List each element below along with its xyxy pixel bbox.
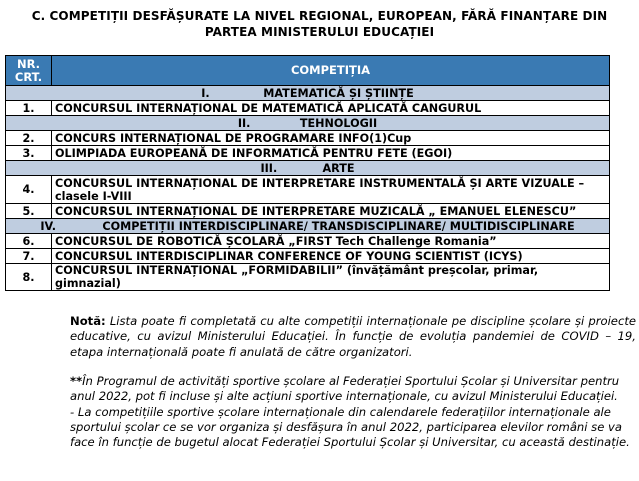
category-number: III. [260, 161, 278, 175]
row-competition: CONCURSUL INTERNAȚIONAL DE INTERPRETARE MUZICALĂ „ EMANUEL ELENESCU” [52, 204, 610, 219]
category-cell [6, 116, 610, 131]
row-competition [52, 176, 610, 204]
table-row [6, 146, 610, 161]
sports-note-text: În Programul de activități sportive școlare al Federației Sportului Școlar și Universitar pentru anul 2022, pot fi incluse și alte acțiuni sportive internaționale, cu avizul Ministerului Educației. [70, 374, 620, 404]
table-row [6, 264, 610, 291]
category-cell [6, 86, 610, 101]
category-number: IV. [40, 219, 56, 233]
footnote-stars: ** [70, 374, 83, 388]
note-label: Notă: [70, 314, 106, 328]
category-cell [6, 161, 610, 176]
header-competitia-label: COMPETIȚIA [290, 63, 371, 77]
table-row [6, 249, 610, 264]
table-header-row [6, 56, 610, 86]
row-number: 8. [6, 264, 52, 291]
row-competition-line2: clasele I-VIII [55, 189, 132, 203]
row-number: 7. [6, 249, 52, 264]
table-row [6, 176, 610, 204]
section-title-line2: PARTEA MINISTERULUI EDUCAȚIEI [204, 25, 435, 39]
row-competition: CONCURS INTERNAȚIONAL DE PROGRAMARE INFO(1)Cup [52, 131, 610, 146]
sports-note-text-2: - La competițiile sportive școlare internaționale din calendarele federațiilor internaționale ale sportului școlar ce se vor organiza și desfășura în anul 2022, participarea elevilor români se va face în funcție de bugetul alocat Federației Sportului Școlar și Universitar, cu această destinație. [70, 404, 630, 450]
table-row [6, 131, 610, 146]
table-row [6, 101, 610, 116]
section-title [0, 8, 639, 40]
table-row [6, 234, 610, 249]
row-number: 2. [6, 131, 52, 146]
sports-note-paragraph [70, 374, 636, 450]
row-competition: CONCURSUL DE ROBOTICĂ ȘCOLARĂ „FIRST Tech Challenge Romania” [52, 234, 610, 249]
competitions-table [5, 55, 610, 291]
table-row [6, 204, 610, 219]
category-row [6, 161, 610, 176]
row-competition: CONCURSUL INTERNAȚIONAL „FORMIDABILII” (învățământ preșcolar, primar, gimnazial) [52, 264, 610, 291]
category-row [6, 86, 610, 101]
row-competition-line1: CONCURSUL INTERNAȚIONAL DE INTERPRETARE INSTRUMENTALĂ ȘI ARTE VIZUALE – [55, 176, 585, 190]
category-cell [6, 219, 610, 234]
note-paragraph [70, 314, 636, 360]
row-competition: CONCURSUL INTERNAȚIONAL DE MATEMATICĂ APLICATĂ CANGURUL [52, 101, 610, 116]
row-number: 4. [6, 176, 52, 204]
header-crt: CRT. [14, 69, 43, 84]
section-title-line1: C. COMPETIȚII DESFĂȘURATE LA NIVEL REGIONAL, EUROPEAN, FĂRĂ FINANȚARE DIN [31, 9, 608, 23]
note-text: Lista poate fi completată cu alte competiții internaționale pe discipline școlare și proiecte educative, cu avizul Ministerului Educației. În funcție de evoluția pandemiei de COVID – 19, etapa internațională poate fi anulată de către organizatori. [70, 314, 636, 359]
category-label: COMPETIȚII INTERDISCIPLINARE/ TRANSDISCIPLINARE/ MULTIDISCIPLINARE [102, 219, 575, 233]
header-nr-crt [6, 56, 52, 86]
category-number: II. [237, 116, 251, 130]
category-label: MATEMATICĂ ȘI ȘTIINȚE [263, 86, 414, 100]
row-number: 1. [6, 101, 52, 116]
header-nr: NR. [16, 56, 41, 71]
category-label: TEHNOLOGII [299, 116, 378, 130]
row-number: 6. [6, 234, 52, 249]
row-number: 3. [6, 146, 52, 161]
header-competitia [52, 56, 610, 86]
category-label: ARTE [322, 161, 355, 175]
category-number: I. [201, 86, 210, 100]
row-number: 5. [6, 204, 52, 219]
row-competition: CONCURSUL INTERDISCIPLINAR CONFERENCE OF YOUNG SCIENTIST (ICYS) [52, 249, 610, 264]
category-row [6, 219, 610, 234]
row-competition: OLIMPIADA EUROPEANĂ DE INFORMATICĂ PENTRU FETE (EGOI) [52, 146, 610, 161]
category-row [6, 116, 610, 131]
